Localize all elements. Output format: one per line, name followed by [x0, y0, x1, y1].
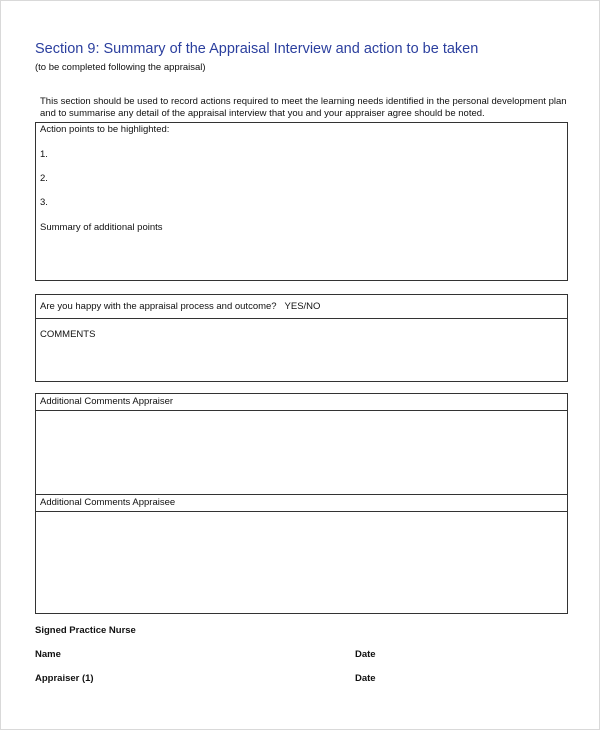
action-item-3: 3. — [40, 197, 48, 208]
appraisee-comments-label: Additional Comments Appraisee — [40, 497, 176, 508]
name-label: Name — [35, 649, 61, 660]
signed-practice-nurse-label: Signed Practice Nurse — [35, 625, 136, 636]
action-item-1: 1. — [40, 149, 48, 160]
divider-line — [36, 318, 567, 319]
divider-line — [36, 494, 567, 495]
appraisal-feedback-box[interactable] — [35, 294, 568, 382]
yes-no-answer: YES/NO — [284, 301, 321, 312]
intro-paragraph: This section should be used to record actions required to meet the learning needs identified in the personal development plan and to summarise any detail of the appraisal interview that you and your appraiser agree should be noted. — [40, 96, 567, 119]
action-points-heading: Action points to be highlighted: — [40, 124, 170, 135]
divider-line — [36, 511, 567, 512]
divider-line — [36, 410, 567, 411]
date-label-2: Date — [355, 673, 376, 684]
additional-comments-box[interactable] — [35, 393, 568, 614]
action-points-box[interactable] — [35, 122, 568, 281]
appraiser-label: Appraiser (1) — [35, 673, 94, 684]
comments-label: COMMENTS — [40, 329, 96, 340]
section-subtitle: (to be completed following the appraisal) — [35, 62, 206, 73]
summary-label: Summary of additional points — [40, 222, 163, 233]
happy-question-text: Are you happy with the appraisal process and outcome? — [40, 301, 277, 312]
action-item-2: 2. — [40, 173, 48, 184]
appraiser-comments-label: Additional Comments Appraiser — [40, 396, 174, 407]
date-label-1: Date — [355, 649, 376, 660]
happy-question — [40, 301, 320, 312]
section-title: Section 9: Summary of the Appraisal Interview and action to be taken — [35, 41, 479, 57]
